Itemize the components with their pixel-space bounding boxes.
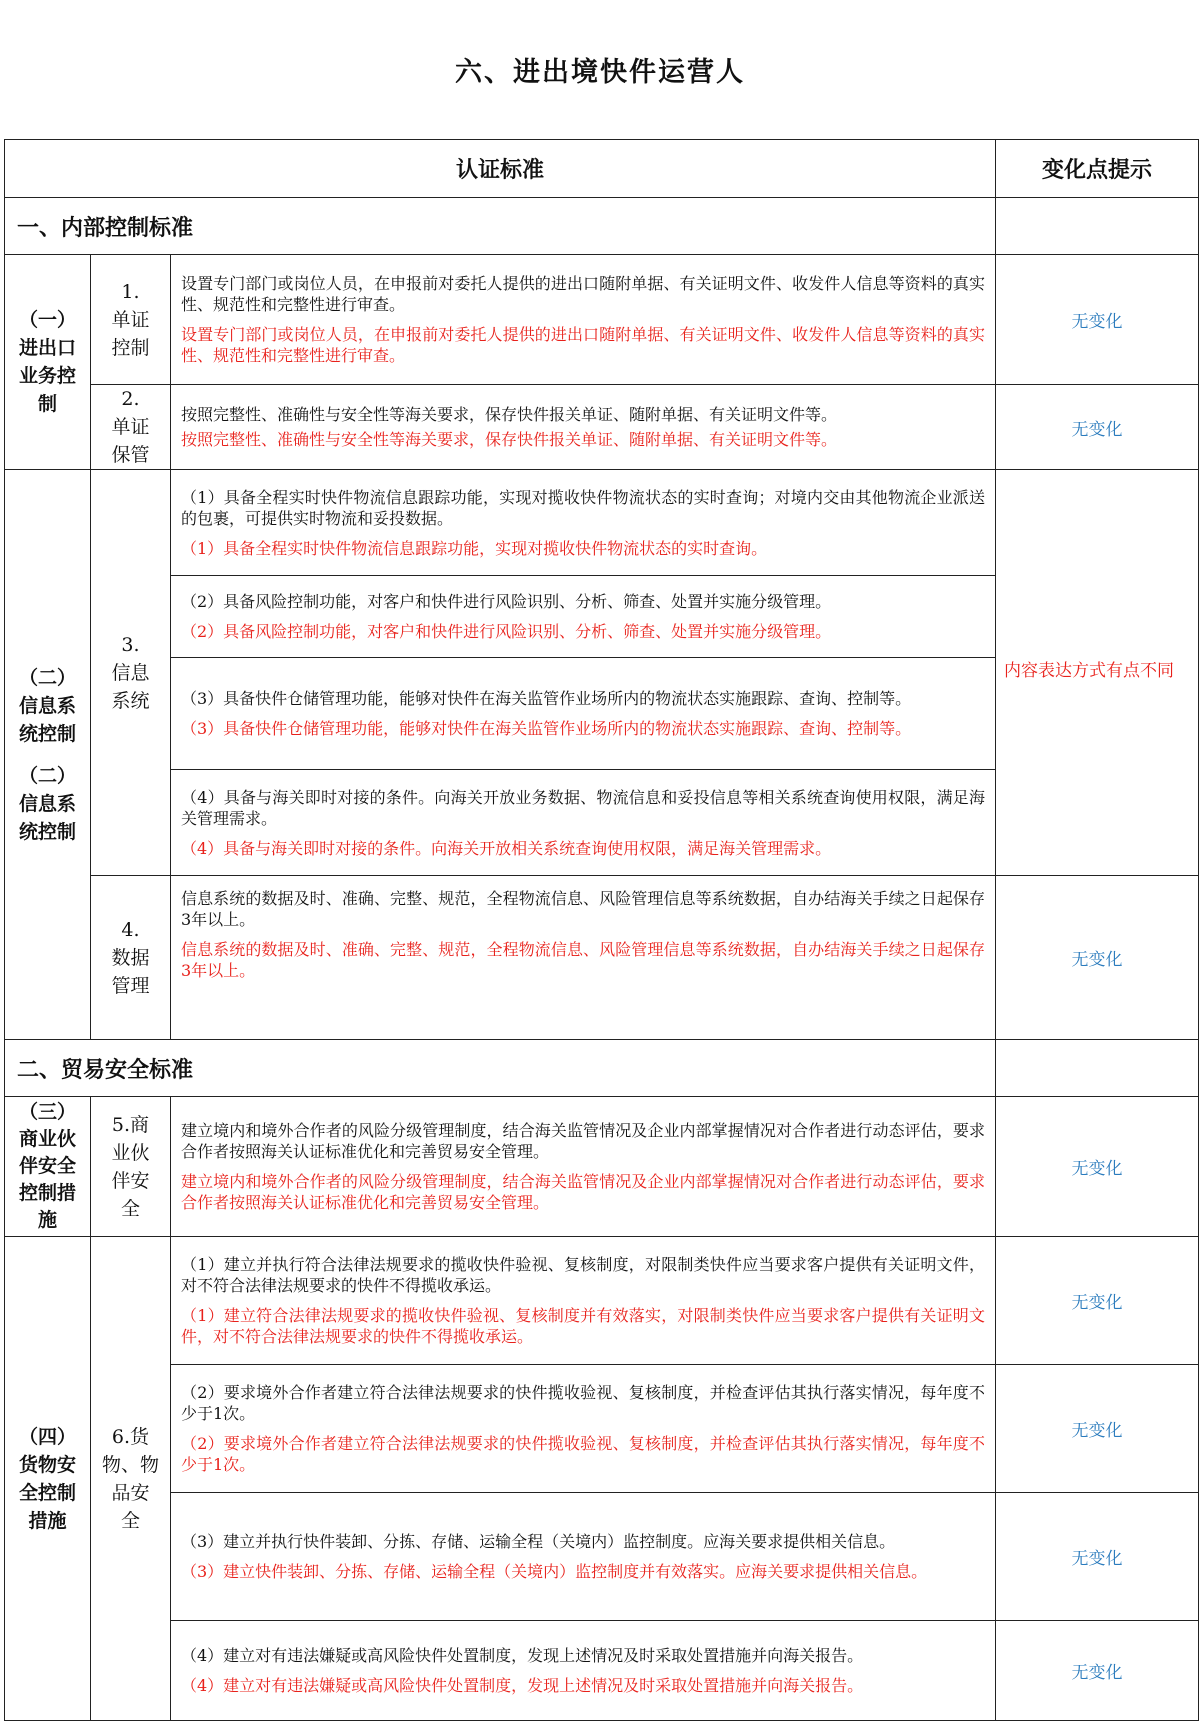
original-text: 设置专门部门或岗位人员，在申报前对委托人提供的进出口随附单据、有关证明文件、收发件人信息等资料的真实性、规范性和完整性进行审查。	[181, 274, 985, 314]
item-name: 6.货 物、物 品安 全	[91, 1237, 171, 1721]
revised-text: 信息系统的数据及时、准确、完整、规范，全程物流信息、风险管理信息等系统数据，自办结海关手续之日起保存3年以上。	[181, 940, 985, 980]
standard-content	[171, 385, 996, 470]
original-text: （3）具备快件仓储管理功能，能够对快件在海关监管作业场所内的物流状态实施跟踪、查询、控制等。	[181, 689, 912, 708]
standard-content	[171, 1621, 996, 1721]
section-change-empty	[996, 198, 1199, 255]
revised-text: （3）具备快件仓储管理功能，能够对快件在海关监管作业场所内的物流状态实施跟踪、查询、控制等。	[181, 719, 912, 738]
standard-content	[171, 1097, 996, 1237]
original-text: 按照完整性、准确性与安全性等海关要求，保存快件报关单证、随附单据、有关证明文件等。	[181, 405, 838, 424]
revised-text: 设置专门部门或岗位人员，在申报前对委托人提供的进出口随附单据、有关证明文件、收发件人信息等资料的真实性、规范性和完整性进行审查。	[181, 325, 985, 365]
standard-content	[171, 658, 996, 770]
table-row	[5, 255, 1199, 385]
revised-text: （4）建立对有违法嫌疑或高风险快件处置制度，发现上述情况及时采取处置措施并向海关报告。	[181, 1676, 864, 1695]
standard-content	[171, 1493, 996, 1621]
table-row	[5, 1621, 1199, 1721]
change-note: 无变化	[996, 1365, 1199, 1493]
standard-content	[171, 770, 996, 876]
table-header-row	[5, 140, 1199, 198]
original-text: 建立境内和境外合作者的风险分级管理制度，结合海关监管情况及企业内部掌握情况对合作者进行动态评估，要求合作者按照海关认证标准优化和完善贸易安全管理。	[181, 1121, 985, 1161]
revised-text: 按照完整性、准确性与安全性等海关要求，保存快件报关单证、随附单据、有关证明文件等。	[181, 430, 838, 449]
page-title: 六、进出境快件运营人	[455, 57, 745, 88]
table-row	[5, 876, 1199, 1040]
original-text: 信息系统的数据及时、准确、完整、规范，全程物流信息、风险管理信息等系统数据，自办结海关手续之日起保存3年以上。	[181, 889, 985, 929]
section-title: 一、内部控制标准	[5, 198, 996, 255]
change-note: 无变化	[996, 385, 1199, 470]
table-row	[5, 1365, 1199, 1493]
change-note: 无变化	[996, 1493, 1199, 1621]
section-row	[5, 1040, 1199, 1097]
table-row	[5, 1097, 1199, 1237]
revised-text: （2）具备风险控制功能，对客户和快件进行风险识别、分析、筛查、处置并实施分级管理。	[181, 622, 832, 641]
original-text: （1）建立并执行符合法律法规要求的揽收快件验视、复核制度，对限制类快件应当要求客户提供有关证明文件，对不符合法律法规要求的快件不得揽收承运。	[181, 1255, 985, 1295]
change-note: 无变化	[996, 255, 1199, 385]
standard-content	[171, 255, 996, 385]
item-name: 3. 信息 系统	[91, 470, 171, 876]
category-name: （一） 进出口 业务控 制	[5, 255, 91, 470]
certification-standards-table	[4, 139, 1199, 1721]
table-row	[5, 1493, 1199, 1621]
standard-content	[171, 1365, 996, 1493]
revised-text: （4）具备与海关即时对接的条件。向海关开放相关系统查询使用权限，满足海关管理需求。	[181, 838, 832, 858]
change-note: 无变化	[996, 876, 1199, 1040]
standard-content	[171, 1237, 996, 1365]
change-note: 无变化	[996, 1097, 1199, 1237]
table-row	[5, 1237, 1199, 1365]
header-change: 变化点提示	[996, 140, 1199, 198]
category-name: （三） 商业伙 伴安全 控制措 施	[5, 1097, 91, 1237]
category-name: （二） 信息系 统控制 （二） 信息系 统控制	[5, 470, 91, 1040]
item-name: 2. 单证 保管	[91, 385, 171, 470]
original-text: （2）要求境外合作者建立符合法律法规要求的快件揽收验视、复核制度，并检查评估其执行落实情况，每年度不少于1次。	[181, 1383, 985, 1423]
original-text: （2）具备风险控制功能，对客户和快件进行风险识别、分析、筛查、处置并实施分级管理。	[181, 592, 832, 611]
change-note: 内容表达方式有点不同	[996, 470, 1199, 876]
category-name: （四） 货物安 全控制 措施	[5, 1237, 91, 1721]
revised-text: （1）建立符合法律法规要求的揽收快件验视、复核制度并有效落实，对限制类快件应当要求客户提供有关证明文件，对不符合法律法规要求的快件不得揽收承运。	[181, 1306, 985, 1346]
section-change-empty	[996, 1040, 1199, 1097]
change-note: 无变化	[996, 1621, 1199, 1721]
table-row	[5, 470, 1199, 576]
revised-text: 建立境内和境外合作者的风险分级管理制度，结合海关监管情况及企业内部掌握情况对合作者进行动态评估，要求合作者按照海关认证标准优化和完善贸易安全管理。	[181, 1172, 985, 1212]
standard-content	[171, 470, 996, 576]
original-text: （4）具备与海关即时对接的条件。向海关开放业务数据、物流信息和妥投信息等相关系统查询使用权限，满足海关管理需求。	[181, 787, 985, 828]
revised-text: （2）要求境外合作者建立符合法律法规要求的快件揽收验视、复核制度，并检查评估其执行落实情况，每年度不少于1次。	[181, 1434, 985, 1474]
revised-text: （1）具备全程实时快件物流信息跟踪功能，实现对揽收快件物流状态的实时查询。	[181, 538, 768, 558]
section-row	[5, 198, 1199, 255]
item-name: 5.商 业伙 伴安 全	[91, 1097, 171, 1237]
revised-text: （3）建立快件装卸、分拣、存储、运输全程（关境内）监控制度并有效落实。应海关要求提供相关信息。	[181, 1562, 928, 1581]
item-name: 4. 数据 管理	[91, 876, 171, 1040]
original-text: （1）具备全程实时快件物流信息跟踪功能，实现对揽收快件物流状态的实时查询；对境内交由其他物流企业派送的包裹，可提供实时物流和妥投数据。	[181, 487, 985, 528]
header-standard: 认证标准	[5, 140, 996, 198]
original-text: （3）建立并执行快件装卸、分拣、存储、运输全程（关境内）监控制度。应海关要求提供相关信息。	[181, 1532, 896, 1551]
standard-content	[171, 876, 996, 1040]
table-row	[5, 385, 1199, 470]
original-text: （4）建立对有违法嫌疑或高风险快件处置制度，发现上述情况及时采取处置措施并向海关报告。	[181, 1646, 864, 1665]
section-title: 二、贸易安全标准	[5, 1040, 996, 1097]
change-note: 无变化	[996, 1237, 1199, 1365]
item-name: 1. 单证 控制	[91, 255, 171, 385]
standard-content	[171, 576, 996, 658]
